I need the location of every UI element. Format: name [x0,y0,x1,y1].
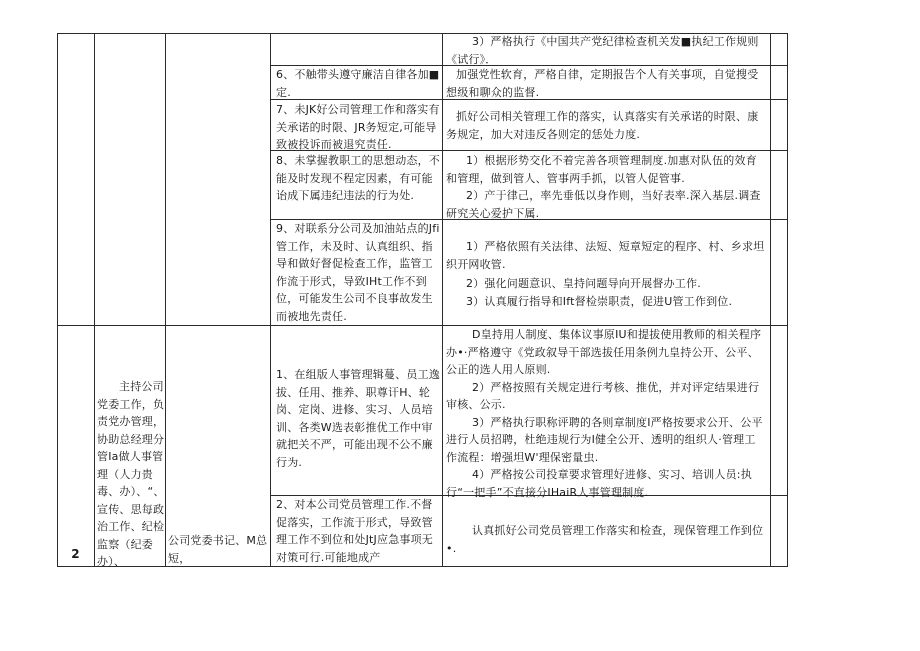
col-border [770,33,771,567]
risk-text: 8、未掌握教职工的思想动态，不能及时发现不程定因素，有可能诒成下属违纪违法的行为处. [276,154,440,202]
prevention-measure [446,66,766,101]
measure-line: 抓好公司相关管理工作的落实，认真落实有关承诺的时限、康务规定，加大对违反各则定的恁处力度. [446,110,759,141]
risk-point [276,101,442,154]
measure-line: 1）严格依照有关法律、法短、短章短定的程序、村、乡求坦织开网收管. [446,240,765,271]
risk-point [276,152,442,205]
row-number: 2 [71,547,80,561]
col-border [787,33,788,567]
col-border [442,33,443,567]
risk-point [276,220,442,325]
position-text: 公司党委书记、M总短， [168,534,268,565]
table-bottom-border [57,566,787,567]
risk-text: 1、在组版人事管理辑蔓、员工逸拔、任用、推养、职尊讦H、轮岗、定岗、进修、实习、人员培训、各类W选表彰推优工作中审就把关不严，可能出现不公不廉行为. [276,368,440,469]
col-border [94,33,95,567]
measure-line: 认真抓好公司党员管理工作落实和检查，现保管理工作到位•. [446,524,764,555]
risk-text: 6、不触带头遵守廉洁自律各加■定. [276,68,440,99]
measure-line: 3）严格执行《中国共产党纪律检查机关发■执纪工作规则《试行》． [446,35,759,66]
measure-line: 3）严格执行职称评聘的各则章制度I严格按要求公开、公平进行人员招聘，杜绝违规行为I健全公开、透明的组织人·管理工作流程：增强坦W'理保密量虫. [446,415,763,464]
risk-text: 2、对本公司党员管理工作.不督促落实，工作流于形式，导致管理工作不到位和处JtJ应急事项无对策可行.可能地成产 [276,498,434,564]
risk-text: 7、未JK好公司管理工作和落实有关承诺的时限、JR务短定,可能导致被投诉而被退究责任. [276,103,440,151]
col-border [165,33,166,567]
risk-text: 9、对联系分公司及加油站点的Jfi管工作，未及时、认真组织、指导和做好督促检查工作，监管工作流于形式，导致IHt工作不到位，可能发生公司不良事故发生而被地先责任. [276,222,440,323]
risk-point [276,366,442,471]
col-border [270,33,271,567]
prevention-measure [446,152,766,222]
measure-line: 2）强化问题意识、皇持问题导向开展督办工作. [466,277,701,290]
prevention-measure [446,326,766,501]
measure-line: 2）严格按照有关规定进行考核、推优，并对评定结果进行审核、公示. [446,380,760,411]
risk-point [276,496,442,566]
measure-line: 1）根据形势交化不着完善各项管理制度.加惠对队伍的效育和管理，做到管人、管事两手抓，以管人促管事. [446,154,757,185]
measure-line: D皇持用人制度、集体议事原IU和提拔使用教师的相关程序办•·严格遵守《党政叙导干部选拔任用条例九皇持公开、公平、公正的选人用人原则. [446,328,762,376]
prevention-measure [446,522,766,557]
measure-line: 加强党性软育，严格自律，定期报告个人有关事项，自觉搜受想级和聊众的监督. [446,68,759,99]
measure-line: 3）认真履行指导和Ift督检崇职责，促进U管工作到位. [466,294,733,308]
col-border [57,33,58,567]
measure-line: 4）严格按公司投章要求管理好进修、实习、培训人员:执行“一把手”不直接分IHaiR人事管理制度. [446,468,752,499]
responsibility-text: 主持公司党委工作，负责党办管理，协助总经理分管Ia做人事管理（人力贵毒、办）、“、宣传、思每政治工作、纪检监察（纪委办）、 [97,380,165,568]
risk-point [276,66,442,101]
prevention-measure [446,108,766,143]
measure-line: 2）产于律己，率先垂低以身作则，当好表率.深入基层.调查研究关心爱护下属. [446,189,761,220]
prevention-measure [446,33,766,68]
prevention-measure [446,238,766,310]
